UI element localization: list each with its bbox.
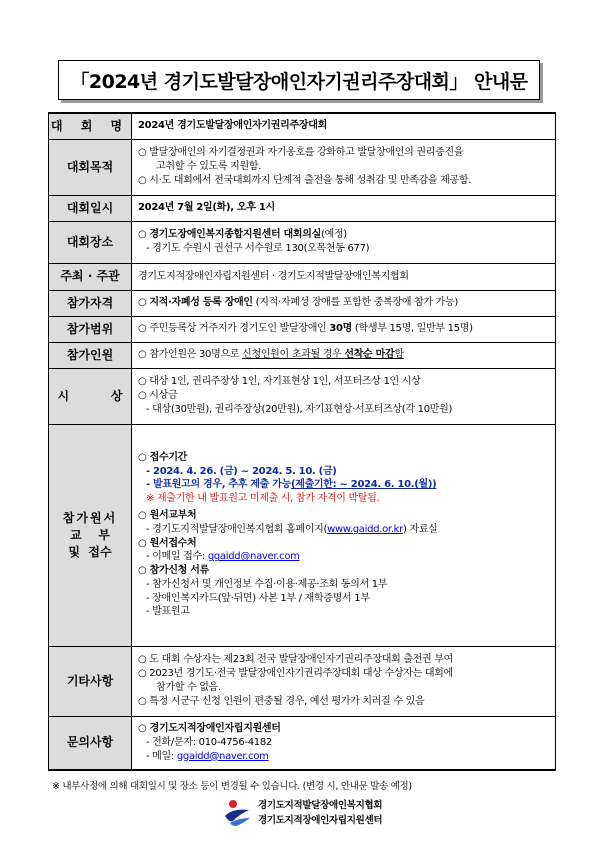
application-email-link[interactable]: ggaidd@naver.com bbox=[207, 551, 300, 563]
label-venue: 대회장소 bbox=[49, 221, 132, 263]
row-eligibility bbox=[49, 290, 556, 316]
row-application bbox=[49, 424, 556, 646]
row-venue bbox=[49, 221, 556, 263]
value-venue: ○ 경기도장애인복지종합지원센터 대회의실(예정) - 경기도 수원시 권선구 서수원로 130(오목천동 677) bbox=[132, 221, 556, 263]
footnote: ※ 내부사정에 의해 대회일시 및 장소 등이 변경될 수 있습니다. (변경 시, 안내문 발송 예정) bbox=[52, 781, 412, 792]
page-title: 「2024년 경기도발달장애인자기권리주장대회」 안내문 bbox=[58, 60, 540, 100]
row-event bbox=[49, 113, 556, 139]
label-application: 참가원서 교 부 및 접수 bbox=[49, 424, 132, 646]
label-host: 주최 · 주관 bbox=[49, 263, 132, 290]
value-contact: ○ 경기도지적장애인자립지원센터 - 전화/문자: 010-4756-4182 - 메일: ggaidd@naver.com bbox=[132, 716, 556, 770]
label-other: 기타사항 bbox=[49, 646, 132, 716]
logo-line-2: 경기도지적장애인자립지원센터 bbox=[258, 815, 383, 826]
deadline-warning: ※ 제출기한 내 발표원고 미제출 시, 참가 자격이 박탈됨. bbox=[146, 493, 380, 505]
row-purpose bbox=[49, 139, 556, 195]
value-application: ○ 접수기간 - 2024. 4. 26. (금) ~ 2024. 5. 10. (금) - 발표원고의 경우, 추후 제출 가능(제출기한: ~ 2024. 6. 10.(월)) ※ 제출기한 내 발표원고 미제출 시, 참가 자격이 박탈됨. ○ 원서교부처 - 경기도지적발달장애인복지협회 홈페이지(www.gaidd.or.kr) 자료실 ○ 원서접수처 - 이메일 접수: ggaidd@naver.com ○ 참가신청 서류 - 참가신청서 및 개인정보 수집·이용·제공·조회 동의서 1부 - 장애인복지카드(앞·뒤면) 사본 1부 / 재학증명서 1부 - 발표원고 bbox=[132, 424, 556, 646]
value-eligibility: ○ 지적·자폐성 등록 장애인 (지적·자폐성 장애를 포함한 중복장애 참가 가능) bbox=[132, 290, 556, 316]
value-host: 경기도지적장애인자립지원센터 · 경기도지적발달장애인복지협회 bbox=[132, 263, 556, 290]
label-participants: 참가인원 bbox=[49, 342, 132, 368]
row-participants bbox=[49, 342, 556, 368]
website-link[interactable]: www.gaidd.or.kr bbox=[327, 523, 403, 535]
row-other bbox=[49, 646, 556, 716]
label-event: 대 회 명 bbox=[49, 113, 132, 139]
label-eligibility: 참가자격 bbox=[49, 290, 132, 316]
row-scope bbox=[49, 316, 556, 342]
label-award: 시 상 bbox=[49, 368, 132, 424]
row-date bbox=[49, 195, 556, 221]
value-date: 2024년 7월 2일(화), 오후 1시 bbox=[132, 195, 556, 221]
info-table bbox=[48, 112, 556, 771]
label-contact: 문의사항 bbox=[49, 716, 132, 770]
row-host bbox=[49, 263, 556, 290]
organization-logo bbox=[222, 793, 422, 833]
value-event: 2024년 경기도발달장애인자기권리주장대회 bbox=[132, 113, 556, 139]
value-other: ○ 도 대회 수상자는 제23회 전국 발달장애인자기권리주장대회 출전권 부여 ○ 2023년 경기도·전국 발달장애인자기권리주장대회 대상 수상자는 대회에 참가할 수 없음. ○ 특정 시군구 신청 인원이 편중될 경우, 예선 평가가 치러질 수 있음 bbox=[132, 646, 556, 716]
value-scope: ○ 주민등록상 거주지가 경기도인 발달장애인 30명 (학생부 15명, 일반부 15명) bbox=[132, 316, 556, 342]
organization-logo-icon bbox=[222, 798, 252, 828]
label-date: 대회일시 bbox=[49, 195, 132, 221]
contact-email-link[interactable]: ggaidd@naver.com bbox=[176, 750, 269, 762]
label-scope: 참가범위 bbox=[49, 316, 132, 342]
logo-line-1: 경기도지적발달장애인복지협회 bbox=[258, 800, 383, 811]
value-award: ○ 대상 1인, 권리주장상 1인, 자기표현상 1인, 서포터즈상 1인 시상 ○ 시상금 - 대상(30만원), 권리주장상(20만원), 자기표현상·서포터즈상(각 10만원) bbox=[132, 368, 556, 424]
value-participants: ○ 참가인원은 30명으로 신청인원이 초과될 경우 선착순 마감함 bbox=[132, 342, 556, 368]
label-purpose: 대회목적 bbox=[49, 139, 132, 195]
row-award bbox=[49, 368, 556, 424]
row-contact bbox=[49, 716, 556, 770]
value-purpose: ○ 발달장애인의 자기결정권과 자기옹호를 강화하고 발달장애인의 권리증진을 고취할 수 있도록 지원함. ○ 시·도 대회에서 전국대회까지 단계적 출전을 통해 성취감 및 만족감을 제공함. bbox=[132, 139, 556, 195]
